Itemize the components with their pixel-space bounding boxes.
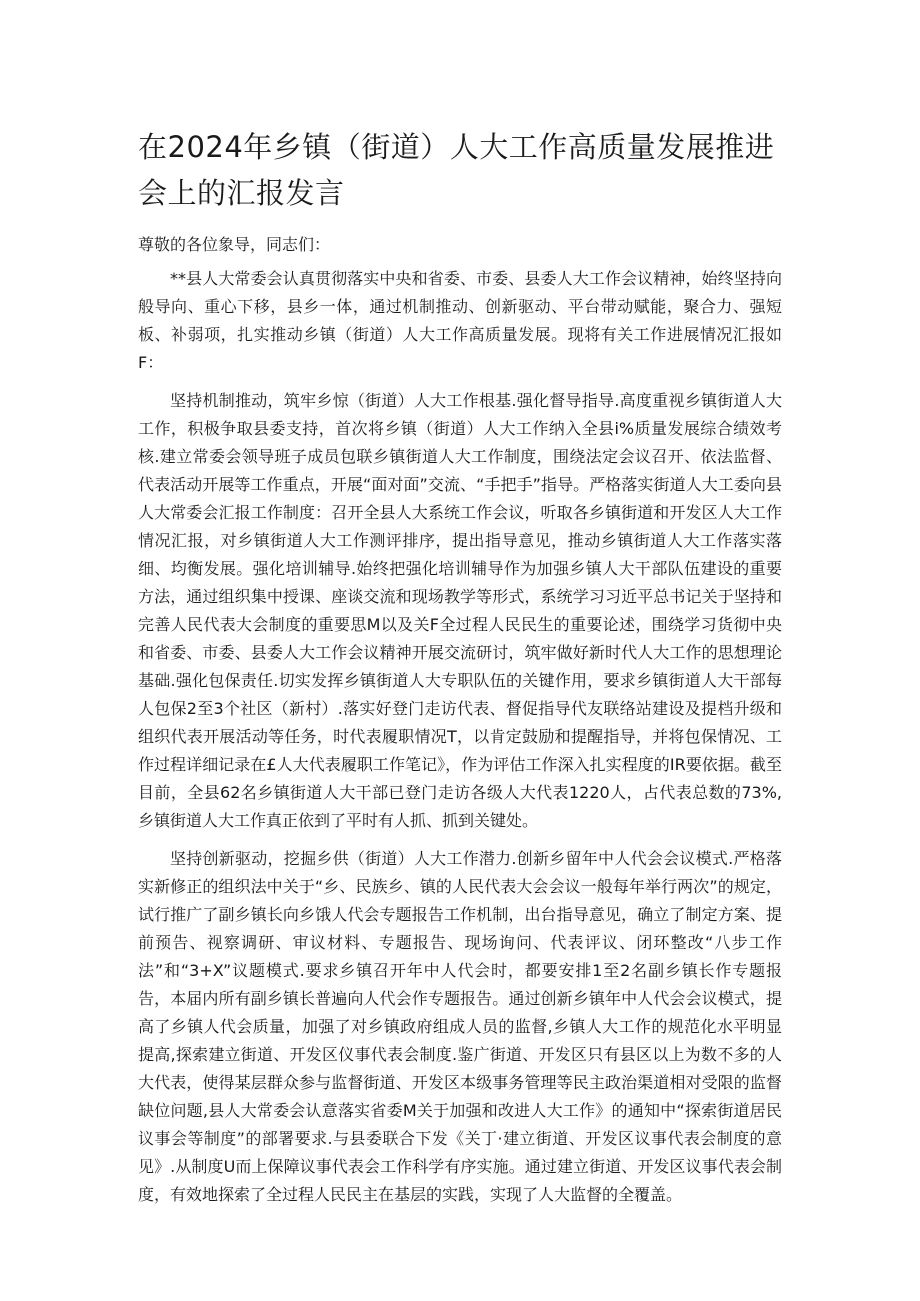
paragraph-innovation: 坚持创新驱动，挖掘乡供（街道）人大工作潜力.创新乡留年中人代会会议模式.严格落实新修正的组织法中关于“乡、民族乡、镇的人民代表大会会议一般每年举行两次”的规定，试行推广了副乡镇长向乡饿人代会专题报告工作机制，出台指导意见，确立了制定方案、提前预告、视察调研、审议材料、专题报告、现场询问、代表评议、闭环整改“八步工作法”和“3+X”议题模式.要求乡镇召开年中人代会时，都要安排1至2名副乡镇长作专题报告，本届内所有副乡镇长普遍向人代会作专题报告。通过创新乡镇年中人代会会议模式，提高了乡镇人代会质量，加强了对乡镇政府组成人员的监督,乡镇人大工作的规范化水平明显提高,探索建立街道、开发区仪事代表会制度.鉴广街道、开发区只有县区以上为数不多的人大代表，使得某层群众参与监督街道、开发区本级事务管理等民主政治渠道相对受限的监督缺位问题,县人大常委会认意落实省委M关于加强和改进人大工作》的通知中“探索街道居民议事会等制度”的部署要求.与县委联合下发《关丁·建立街道、开发区议事代表会制度的意见》.从制度U而上保障议事代表会工作科学有序实施。通过建立街道、开发区议事代表会制度，有效地探索了全过程人民民主在基层的实践，实现了人大监督的全覆盖。 [138,849,782,1204]
document-title: 在2024年乡镇（街道）人大工作高质量发展推进会上的汇报发言 [138,130,775,210]
paragraph-intro: **县人大常委会认真贯彻落实中央和省委、市委、县委人大工作会议精神，始终坚持向般导向、重心下移，县乡一体，通过机制推动、创新驱动、平台带动赋能，聚合力、强短板、补弱项，扎实推动乡镇（街道）人大工作高质量发展。现将有关工作进展情况汇报如F： [138,269,782,372]
salutation: 尊敬的各位象导，同志们： [138,235,331,254]
paragraph-mechanism: 坚持机制推动，筑牢乡惊（街道）人大工作根基.强化督导指导.高度重视乡镇街道人大工作，积极争取县委支持，首次将乡镇（街道）人大工作纳入全县i%质量发展综合绩效考核.建立常委会领导班子成员包联乡镇街道人大工作制度，围绕法定会议召开、依法监督、代表活动开展等工作重点，开展“面对面”交流、“手把手”指导。严格落实街道人大工委向县人大常委会汇报工作制度：召开全县人大系统工作会议，听取各乡镇街道和开发区人大工作情况汇报，对乡镇街道人大工作测评排序，提出指导意见，推动乡镇街道人大工作落实落细、均衡发展。强化培训辅导.始终把强化培训辅导作为加强乡镇人大干部队伍建设的重要方法，通过组织集中授课、座谈交流和现场教学等形式，系统学习习近平总书记关于坚持和完善人民代表大会制度的重要思M以及关F全过程人民民生的重要论述，围绕学习货彻中央和省委、市委、县委人大工作会议精神开展交流研讨，筑牢做好新时代人大工作的思想理论基础.强化包保责任.切实发挥乡镇街道人大专职队伍的关键作用，要求乡镇街道人大干部每人包保2至3个社区（新村）.落实好登门走访代表、督促指导代友联络站建设及提档升级和组织代表开展活动等任务，时代表履职情况T，以肯定鼓励和提醒指导，并将包保情况、工作过程详细记录在£人大代表履职工作笔记》，作为评估工作深入扎实程度的IR要依据。截至目前，全县62名乡镇街道人大干部已登门走访各级人大代表1220人，占代表总数的73%,乡镇街道人大工作真正依到了平时有人抓、抓到关键处。 [138,391,782,830]
document-body [138,231,782,1219]
